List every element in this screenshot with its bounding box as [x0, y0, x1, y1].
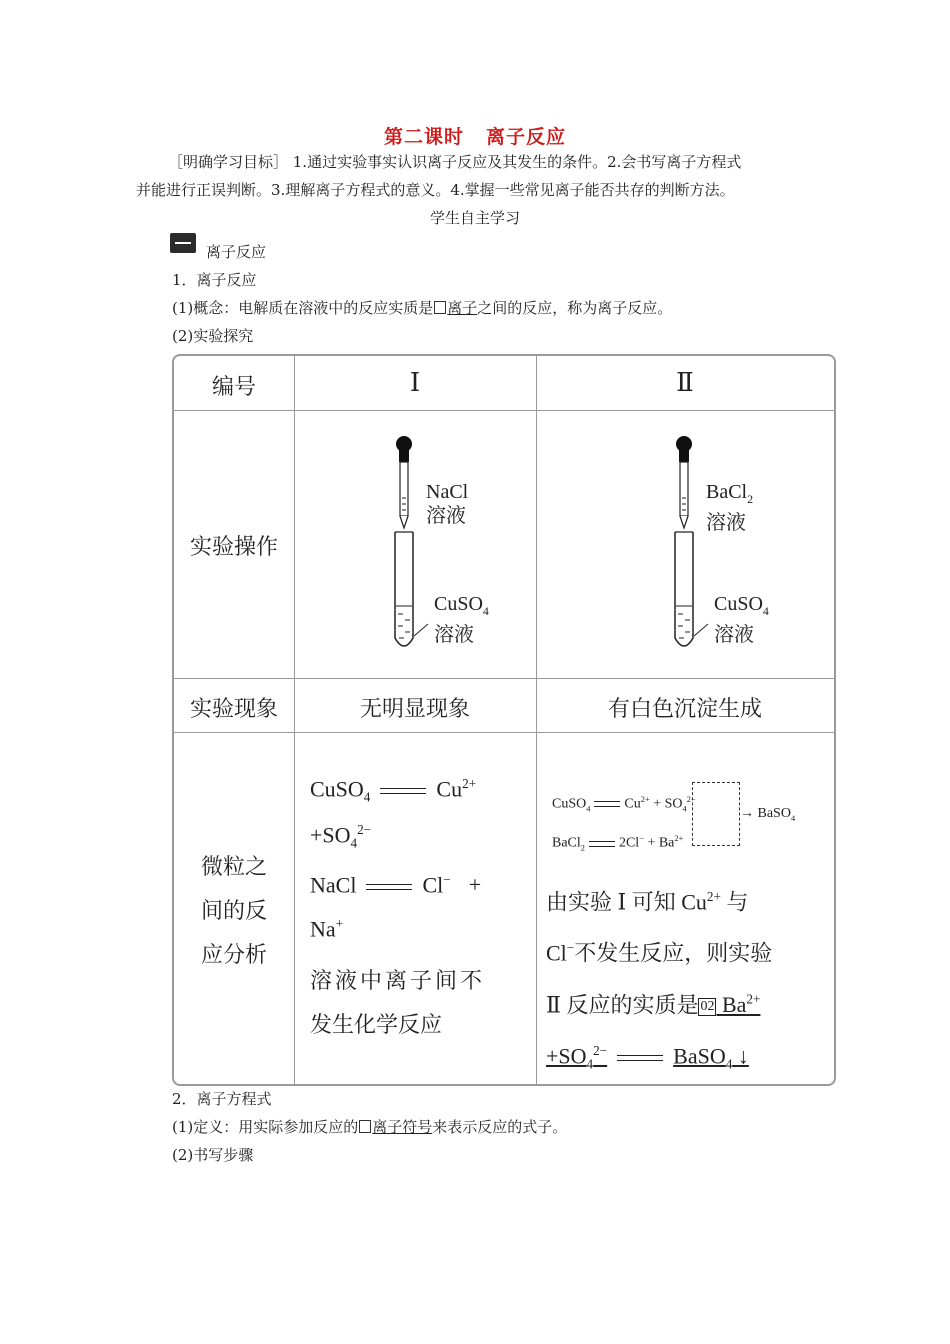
precipitate-arrow-icon: ↓ — [737, 1043, 749, 1069]
exp2-text-l4 — [546, 1028, 772, 1088]
section-title: 学生自主学习 — [429, 209, 520, 227]
header-exp2: Ⅱ — [676, 368, 694, 398]
blank-box-icon — [359, 1120, 371, 1133]
section-number-badge — [170, 233, 196, 253]
concept-prefix: (1)概念：电解质在溶液中的反应实质是 — [172, 299, 434, 317]
experiment-table — [172, 354, 836, 1086]
equals-icon — [617, 1055, 663, 1061]
phenomenon-exp1: 无明显现象 — [359, 697, 470, 722]
header-number: 编号 — [211, 375, 256, 400]
diag-term: 2Cl — [618, 836, 640, 852]
exp2-tube-sol: 溶液 — [714, 624, 754, 646]
section1-heading: 离子反应 — [206, 243, 267, 261]
lesson-title — [0, 122, 950, 149]
eq-sup: 2− — [357, 822, 372, 837]
dropper-tip-icon — [400, 516, 408, 528]
answer-term: Ba — [721, 991, 747, 1017]
answer-sup: 2− — [593, 1042, 608, 1058]
table-rule — [174, 732, 834, 733]
exp1-conclusion-l1: 溶液中离子间不 — [310, 969, 486, 994]
def-prefix: (1)定义：用实际参加反应的 — [172, 1118, 359, 1136]
reagent-base: CuSO — [434, 593, 483, 615]
answer-sup: 2+ — [746, 991, 761, 1007]
text-sup: 2+ — [706, 889, 721, 904]
text-seg: 不发生反应，则实验 — [574, 940, 773, 966]
diag-term: BaCl — [552, 836, 581, 852]
answer-blank — [698, 992, 760, 1017]
exp2-dropper-reagent — [706, 480, 753, 511]
def-blank — [358, 1118, 432, 1136]
exp2-text-l3 — [546, 977, 772, 1028]
exp2-tube-label — [714, 592, 769, 647]
eq-plus: + — [468, 872, 482, 898]
diag-term: Ba — [658, 836, 675, 852]
eq-sup: + — [335, 916, 344, 931]
concept-suffix: 之间的反应，称为离子反应。 — [477, 299, 673, 317]
eq-sub: 4 — [363, 789, 371, 805]
equals-icon — [594, 801, 620, 807]
concept-line — [172, 299, 672, 318]
title-part2: 离子反应 — [486, 126, 567, 148]
exp1-dropper-label — [426, 480, 468, 528]
concept-blank — [433, 299, 477, 317]
exp1-tube-reagent — [434, 592, 489, 623]
label-analysis-l3: 应分析 — [200, 943, 267, 968]
diag-term: SO — [664, 796, 683, 812]
diag-term: CuSO — [552, 796, 587, 812]
exp1-analysis — [310, 776, 485, 1052]
answer-term: BaSO — [673, 1043, 726, 1069]
equals-icon — [366, 884, 412, 890]
text-seg: 由实验 Ⅰ 可知 Cu — [546, 889, 707, 915]
eq-term: +SO — [310, 822, 351, 848]
definition-line — [172, 1118, 567, 1137]
exp1-conclusion-l2: 发生化学反应 — [310, 1013, 443, 1038]
dropper-bulb-icon — [396, 436, 412, 452]
diag-sub: 4 — [586, 804, 591, 814]
reagent-sub: 4 — [762, 604, 769, 618]
label-analysis-l1: 微粒之 — [200, 855, 267, 880]
diag-sup: − — [639, 834, 644, 844]
exp2-analysis-text — [546, 874, 772, 1088]
phenomenon-exp2: 有白色沉淀生成 — [607, 697, 762, 722]
equation-nacl — [310, 872, 485, 916]
eq-term: Cu — [436, 776, 463, 802]
def-suffix: 来表示反应的式子。 — [432, 1118, 568, 1136]
equals-icon — [380, 788, 426, 794]
diag-row1: CuSO$_4$ $Cu^{2+} + SO_4^{2-}$ — [552, 795, 696, 814]
diag-sup: 2+ — [674, 834, 684, 844]
text-seg: Ⅱ 反应的实质是 — [546, 991, 699, 1017]
answer-sub: 4 — [586, 1056, 594, 1072]
section1-item1: 1．离子反应 — [172, 271, 257, 289]
equals-icon — [589, 841, 615, 847]
dropper-tip-icon — [680, 516, 688, 528]
text-seg: Cl — [546, 940, 567, 966]
blank-number: 02 — [700, 998, 715, 1014]
answer-sub: 4 — [725, 1056, 733, 1072]
blank-box-icon — [434, 301, 446, 314]
diag-term: BaSO — [757, 806, 791, 821]
section2-item: 2．离子方程式 — [172, 1090, 272, 1108]
reagent-base: CuSO — [714, 593, 763, 615]
label-analysis — [174, 846, 294, 978]
diag-term: Cu — [624, 796, 641, 812]
answer-term: +SO — [546, 1043, 587, 1069]
eq-term: CuSO — [310, 776, 364, 802]
title-part1: 第二课时 — [383, 126, 464, 148]
table-rule — [174, 410, 834, 411]
exp2-tube-reagent — [714, 592, 769, 623]
exp2-text-l2 — [546, 925, 772, 976]
leader-line-icon — [694, 624, 708, 636]
dropper-neck-icon — [399, 450, 409, 462]
exp1-dropper-reagent: NaCl — [426, 481, 469, 503]
section2-steps: (2)书写步骤 — [172, 1146, 254, 1164]
diag-sub: 4 — [682, 804, 687, 814]
dropper-tube-icon — [400, 462, 408, 516]
arrow-right-icon: → — [740, 806, 758, 821]
diag-sub: 2 — [580, 843, 585, 853]
dropper-neck-icon — [679, 450, 689, 462]
ion-group-box — [692, 782, 740, 846]
eq-term: NaCl — [310, 872, 357, 898]
diag-product — [740, 806, 795, 823]
eq-term: Cl — [422, 872, 444, 898]
reagent-sub: 2 — [747, 492, 754, 506]
reagent-base: BaCl — [706, 481, 748, 503]
exp2-dropper-sol: 溶液 — [706, 512, 746, 534]
exp1-dropper-sol: 溶液 — [426, 505, 466, 527]
text-sup: − — [566, 940, 575, 956]
leader-line-icon — [414, 624, 428, 636]
diag-sup: 2− — [686, 795, 696, 804]
reagent-sub: 4 — [482, 604, 489, 618]
dropper-tube-icon — [680, 462, 688, 516]
equation-cuso4 — [310, 776, 485, 822]
equation-na — [310, 916, 485, 964]
objectives-line2: 并能进行正误判断。3.理解离子方程式的意义。4.掌握一些常见离子能否共存的判断方法。 — [136, 181, 735, 199]
diag-row2: BaCl$_2$ $2Cl^- + Ba^{2+}$ — [552, 834, 684, 853]
table-rule — [174, 678, 834, 679]
label-analysis-l2: 间的反 — [200, 899, 267, 924]
exp2-ion-diagram — [552, 792, 696, 857]
eq-term: Na — [310, 916, 336, 942]
concept-answer: 离子 — [447, 299, 478, 317]
eq-sub: 4 — [350, 835, 358, 851]
label-operation: 实验操作 — [189, 535, 278, 560]
dropper-bulb-icon — [676, 436, 692, 452]
eq-sup: − — [443, 872, 451, 887]
section1-item2: (2)实验探究 — [172, 327, 254, 345]
header-exp1: Ⅰ — [409, 368, 421, 398]
diag-sup: 2+ — [640, 795, 650, 804]
diag-sub: 4 — [790, 813, 796, 823]
label-phenomenon: 实验现象 — [189, 697, 278, 722]
exp1-tube-label — [434, 592, 489, 647]
eq-sup: 2+ — [462, 776, 477, 791]
exp2-dropper-label — [706, 480, 753, 535]
exp2-text-l1 — [546, 874, 772, 925]
equation-so4 — [310, 822, 485, 872]
test-tube-icon — [395, 532, 413, 646]
def-answer: 离子符号 — [372, 1118, 433, 1136]
exp1-tube-sol: 溶液 — [434, 624, 474, 646]
test-tube-icon — [675, 532, 693, 646]
text-seg: 与 — [720, 889, 749, 915]
objectives-line1: ［明确学习目标］ 1.通过实验事实认识离子反应及其发生的条件。2.会书写离子方程式 — [168, 153, 742, 171]
